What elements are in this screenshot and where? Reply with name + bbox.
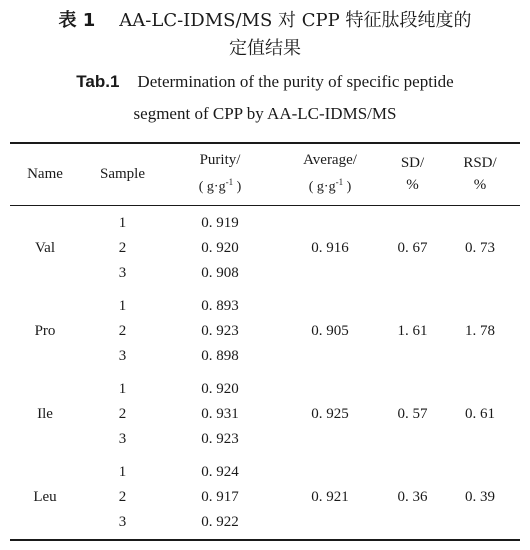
header-average-unit (275, 171, 385, 199)
header-sample-label: Sample (100, 166, 145, 182)
purity-value: 0. 920 (201, 381, 239, 397)
header-purity-label: Purity/ (199, 152, 241, 169)
header-sd-label: SD/ (400, 155, 425, 171)
header-rsd-unit: % (473, 177, 487, 193)
table-top-rule (10, 142, 520, 144)
average-unit-close: ) (343, 179, 352, 195)
rsd-value: 0. 73 (465, 240, 495, 256)
sd-value: 0. 57 (397, 406, 428, 422)
sample-number: 3 (118, 265, 127, 281)
sample-number: 1 (118, 464, 127, 480)
purity-value: 0. 917 (201, 489, 239, 505)
sample-number: 3 (118, 348, 127, 364)
table-row-group (0, 212, 530, 284)
average-value: 0. 916 (311, 240, 349, 256)
sd-value: 0. 67 (397, 240, 428, 256)
header-rsd-label: RSD/ (463, 155, 497, 171)
average-unit-open: ( g·g (308, 179, 336, 195)
sample-number: 3 (118, 514, 127, 530)
row-name: Pro (34, 323, 56, 339)
table-label-cn: 表 1 (58, 10, 96, 31)
purity-unit-close: ) (233, 179, 242, 195)
purity-value: 0. 919 (201, 215, 239, 231)
rsd-value: 0. 39 (465, 489, 495, 505)
purity-value: 0. 923 (201, 431, 239, 447)
table-row-group (0, 378, 530, 450)
rsd-value: 0. 61 (465, 406, 495, 422)
sample-number: 2 (118, 240, 127, 256)
purity-unit-exponent: -1 (225, 177, 234, 188)
sd-value: 0. 36 (397, 489, 428, 505)
average-value: 0. 925 (311, 406, 349, 422)
header-name (10, 148, 80, 200)
purity-unit-open: ( g·g (198, 179, 226, 195)
header-average (275, 148, 385, 200)
row-name: Ile (37, 406, 53, 422)
sample-number: 2 (118, 406, 127, 422)
purity-value: 0. 920 (201, 240, 239, 256)
sample-number: 1 (118, 298, 127, 314)
average-unit-exponent: -1 (335, 177, 344, 188)
purity-value: 0. 908 (201, 265, 239, 281)
table-title-cn-line2: 定值结果 (229, 38, 301, 59)
table-bottom-rule (10, 539, 520, 541)
sd-value: 1. 61 (397, 323, 428, 339)
average-value: 0. 905 (311, 323, 349, 339)
purity-value: 0. 898 (201, 348, 239, 364)
row-name: Val (35, 240, 55, 256)
table-caption-cn (0, 6, 530, 32)
average-value: 0. 921 (311, 489, 349, 505)
purity-value: 0. 931 (201, 406, 239, 422)
header-average-label: Average/ (303, 152, 357, 169)
header-purity-unit (165, 171, 275, 199)
purity-value: 0. 922 (201, 514, 239, 530)
sample-number: 2 (118, 489, 127, 505)
purity-value: 0. 893 (201, 298, 239, 314)
table-label-en: Tab.1 (76, 72, 120, 91)
sample-number: 3 (118, 431, 127, 447)
sample-number: 1 (118, 215, 127, 231)
table-header-rule (10, 205, 520, 206)
header-name-label: Name (27, 166, 63, 182)
rsd-value: 1. 78 (465, 323, 495, 339)
header-rsd (440, 148, 520, 200)
purity-value: 0. 924 (201, 464, 239, 480)
header-sample (85, 148, 160, 200)
header-sd (385, 148, 440, 200)
table-caption-en (0, 72, 530, 92)
row-name: Leu (33, 489, 57, 505)
table-row-group (0, 295, 530, 367)
sample-number: 2 (118, 323, 127, 339)
table-title-cn-line1: AA-LC-IDMS/MS 对 CPP 特征肽段纯度的 (119, 10, 472, 31)
header-purity (165, 148, 275, 200)
table-row-group (0, 461, 530, 533)
sample-number: 1 (118, 381, 127, 397)
header-sd-unit: % (406, 177, 419, 193)
purity-value: 0. 923 (201, 323, 239, 339)
table-title-en-line2: segment of CPP by AA-LC-IDMS/MS (133, 104, 397, 123)
table-title-en-line1: Determination of the purity of specific peptide (137, 72, 454, 91)
